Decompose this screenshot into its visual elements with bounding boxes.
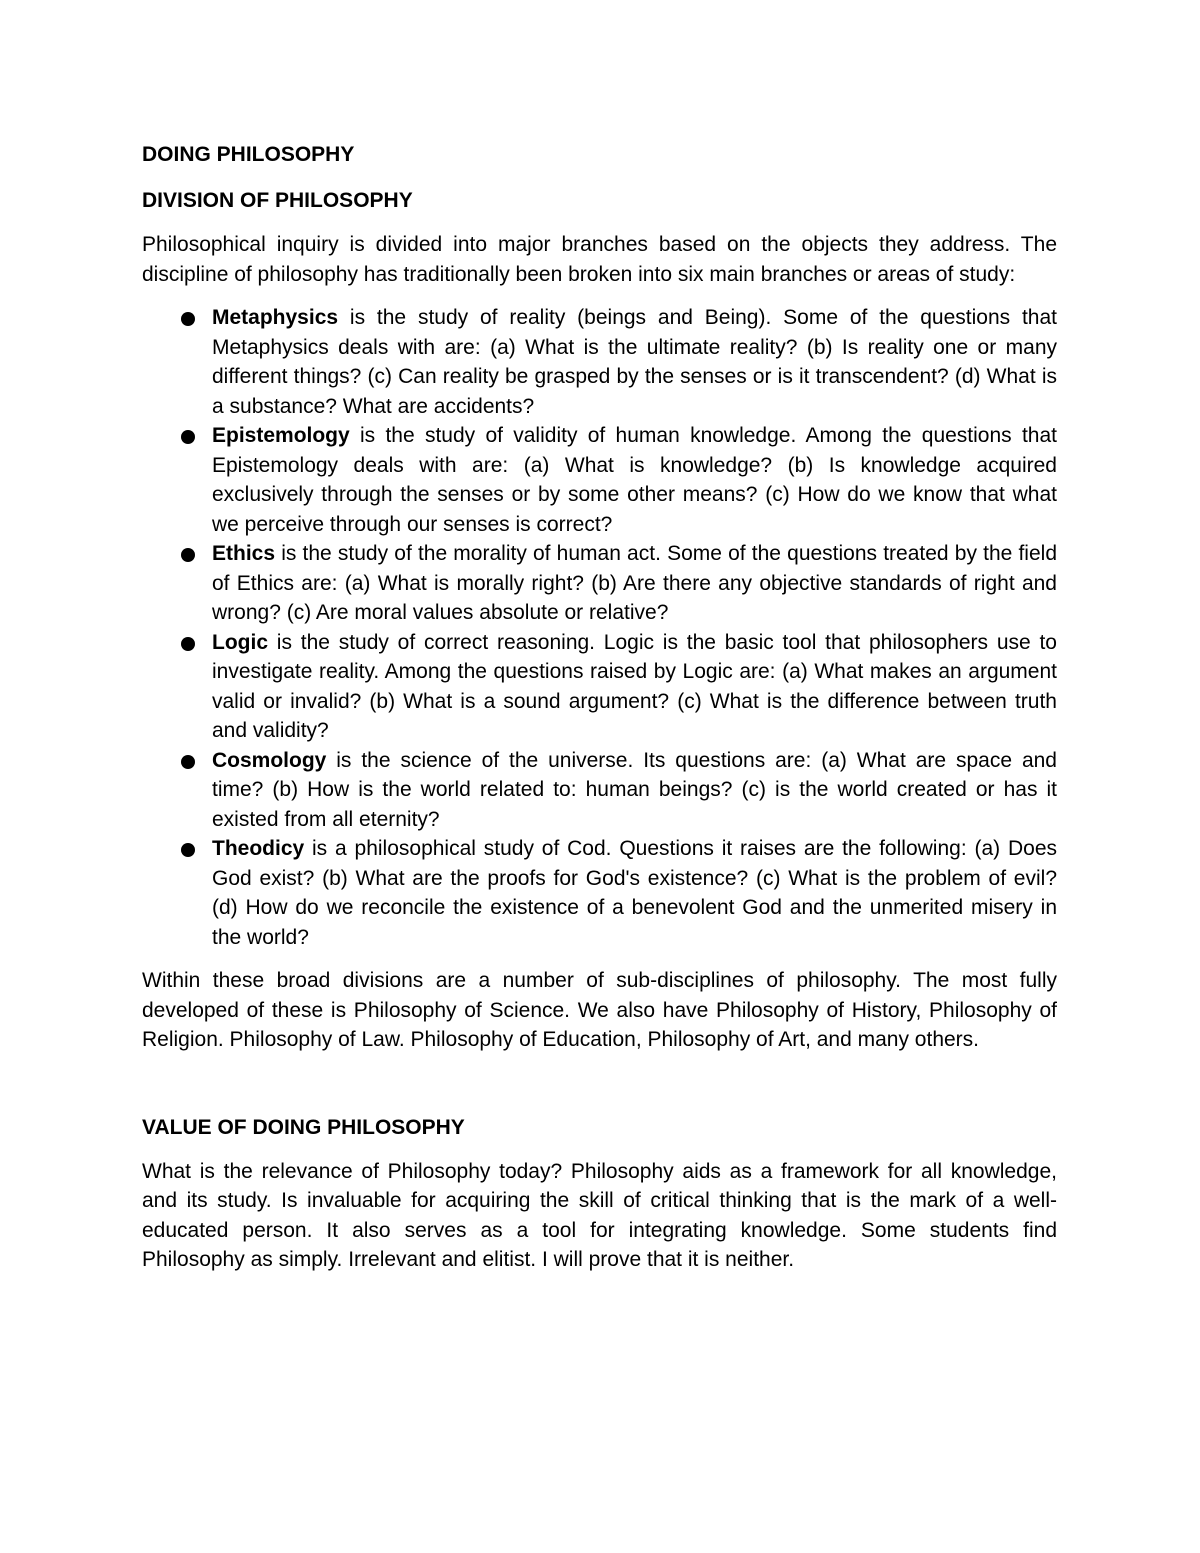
branch-term: Cosmology: [212, 748, 327, 772]
branch-description: is the study of correct reasoning. Logic is the basic tool that philosophers use to investigate reality. Among the questions raised by Logic are: (a) What makes an argument valid or invalid? (b) What is a sound argument? (c) What is the difference between truth and validity?: [212, 630, 1057, 742]
list-item-theodicy: [212, 834, 1057, 952]
branch-description: is the study of the morality of human act. Some of the questions treated by the field of Ethics are: (a) What is morally right? (b) Are there any objective standards of right and wrong? (c) Are moral values absolute or relative?: [212, 542, 1057, 624]
bullet-icon: [181, 637, 195, 651]
list-item-cosmology: [212, 746, 1057, 835]
branch-term: Epistemology: [212, 424, 350, 447]
document-title: DOING PHILOSOPHY: [142, 143, 355, 166]
division-intro: Philosophical inquiry is divided into major branches based on the objects they address. The discipline of philosophy has traditionally been broken into six main branches or areas of study:: [142, 233, 1057, 286]
branches-list: [142, 303, 1057, 952]
bullet-icon: [181, 548, 195, 562]
branch-term: Metaphysics: [212, 306, 339, 329]
bullet-icon: [181, 843, 195, 857]
division-heading: DIVISION OF PHILOSOPHY: [142, 189, 413, 212]
division-closing: Within these broad divisions are a number of sub-disciplines of philosophy. The most fully developed of these is Philosophy of Science. We also have Philosophy of History, Philosophy of Religion. Philosophy of Law. Philosophy of Education, Philosophy of Art, and many others.: [142, 969, 1057, 1051]
branch-term: Theodicy: [212, 837, 305, 860]
bullet-icon: [181, 755, 195, 769]
branch-term: Logic: [212, 630, 268, 654]
branch-description: is the science of the universe. Its questions are: (a) What are space and time? (b) How is the world related to: human beings? (c) is the world created or has it existed from all eternity?: [212, 748, 1057, 831]
value-paragraph: What is the relevance of Philosophy today? Philosophy aids as a framework for all knowledge, and its study. Is invaluable for acquiring the skill of critical thinking that is the mark of a well-educated person. It also serves as a tool for integrating knowledge. Some students find Philosophy as simply. Irrelevant and elitist. I will prove that it is neither.: [142, 1159, 1057, 1271]
list-item-logic: [212, 628, 1057, 746]
bullet-icon: [181, 430, 195, 444]
list-item-metaphysics: [212, 303, 1057, 421]
branch-description: is a philosophical study of Cod. Questions it raises are the following: (a) Does God exist? (b) What are the proofs for God's existence? (c) What is the problem of evil? (d) How do we reconcile the existence of a benevolent God and the unmerited misery in the world?: [212, 837, 1057, 949]
branch-description: is the study of validity of human knowledge. Among the questions that Epistemology deals with are: (a) What is knowledge? (b) Is knowledge acquired exclusively through the senses or by some other means? (c) How do we know that what we perceive through our senses is correct?: [212, 424, 1057, 536]
list-item-epistemology: [212, 421, 1057, 539]
list-item-ethics: [212, 539, 1057, 628]
value-heading: VALUE OF DOING PHILOSOPHY: [142, 1115, 465, 1139]
document-page: [142, 140, 1057, 1275]
branch-description: is the study of reality (beings and Being). Some of the questions that Metaphysics deals with are: (a) What is the ultimate reality? (b) Is reality one or many different things? (c) Can reality be grasped by the senses or is it transcendent? (d) What is a substance? What are accidents?: [212, 306, 1057, 418]
bullet-icon: [181, 312, 195, 326]
branch-term: Ethics: [212, 542, 276, 565]
